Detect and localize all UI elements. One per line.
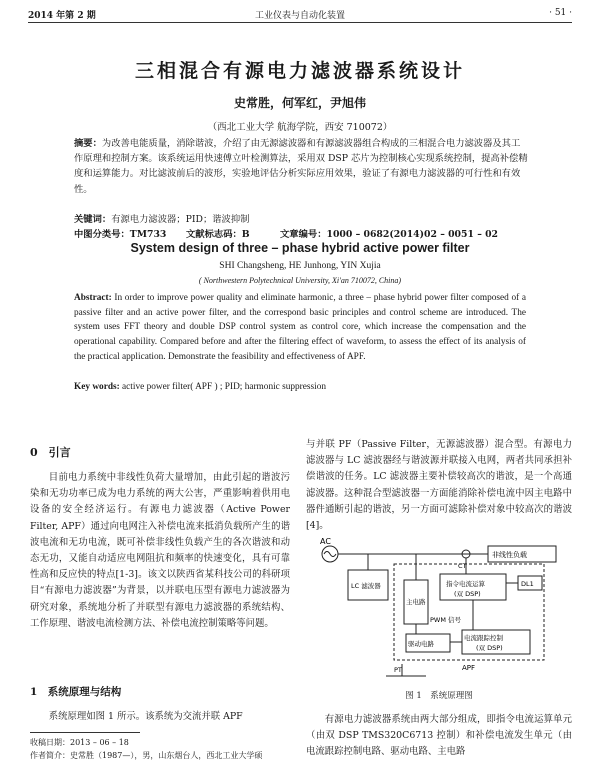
abstract-cn-label: 摘要： (74, 138, 102, 149)
lc-label: LC 滤波器 (351, 582, 381, 590)
footnote-rule (30, 732, 140, 733)
article-number: 文章编号：1000 – 0682(2014)02 – 0051 – 02 (280, 229, 499, 240)
running-header (28, 8, 572, 23)
journal-name: 工业仪表与自动化装置 (254, 11, 345, 21)
keywords-en (74, 382, 326, 392)
keywords-cn-label: 关键词： (74, 214, 112, 225)
control-sub-label: (双 DSP) (476, 644, 503, 652)
right-bottom-paragraph: 有源电力滤波器系统由两大部分组成，即指令电流运算单元（由双 DSP TMS320C6713 控制）和补偿电流发生单元（由电流跟踪控制电路、驱动电路、主电路 (306, 714, 572, 758)
section-0-heading: 0 引言 (30, 446, 71, 459)
footnote-received: 收稿日期：2013 – 06 – 18 (30, 738, 129, 747)
ac-label: AC (320, 537, 331, 546)
drive-label: 驱动电路 (408, 640, 434, 648)
affiliation: （西北工业大学 航海学院，西安 710072） (207, 122, 393, 133)
abstract-en-label: Abstract: (74, 293, 112, 303)
abstract-en-text: In order to improve power quality and eliminate harmonic, a three – phase hybrid power filter composed of a passive filter and an active power filter, and the correspond basic principles and control scheme are introduced. The system uses FFT theory and double DSP control system as control core, which increase the compensation and the operational capability. Compared before and after the filtering effect of waveform, to assess the effect of its analysis of the practical application. Demonstrate the feasibility and effectiveness of APF. (74, 293, 527, 362)
control-label: 电流跟踪控制 (464, 634, 503, 642)
footnote-author: 作者简介：史常胜（1987—），男，山东烟台人，西北工业大学硕 (30, 751, 263, 760)
english-title: System design of three – phase hybrid active power filter (130, 241, 470, 255)
keywords-en-label: Key words: (74, 382, 120, 392)
abstract-cn-text: 为改善电能质量，消除谐波，介绍了由无源滤波器和有源滤波器组合构成的三相混合电力滤波器及其工作原理和控制方案。该系统运用快速傅立叶检测算法，采用双 DSP 芯片为控制核心实现系统控制，提高补偿精度和运算能力。对比滤波前后的波形，实验地评估分析实际应用效果，验证了有源电力滤波器的可行性和有效性。 (74, 138, 528, 195)
load-label: 非线性负载 (492, 551, 527, 559)
abstract-cn (74, 136, 528, 197)
right-column-top (306, 437, 572, 534)
dl1-label: DL1 (521, 580, 534, 588)
right-column-bottom (306, 712, 572, 761)
apf-label: APF (462, 664, 476, 672)
section-1-heading: 1 系统原理与结构 (30, 686, 122, 698)
authors: 史常胜，何军红，尹旭伟 (233, 96, 366, 110)
right-top-paragraph: 与并联 PF（Passive Filter，无源滤波器）混合型。有源电力滤波器与 LC 滤波器经与谐波源并联接入电网，两者共同承担补偿谐波的任务。LC 滤波器主要补偿较高次的谐波，是一个高通滤波器。这种混合型滤波器一方面能消除补偿电流中因主电路中器件通断引起的谐波，另一方面可滤除补偿对象中较高次的谐波[4]。 (306, 439, 572, 532)
ct-label: CT (458, 562, 467, 570)
abstract-en (74, 291, 526, 365)
system-diagram (306, 536, 576, 681)
intro-left-column (30, 470, 290, 632)
figure-caption: 图 1 系统原理图 (405, 691, 473, 701)
command-sub-label: (双 DSP) (454, 590, 481, 598)
page-number: · 51 · (549, 8, 572, 18)
clc-number: 中图分类号：TM733 (74, 229, 167, 240)
issue-label: 2014 年第 2 期 (28, 11, 96, 21)
paper-title: 三相混合有源电力滤波器系统设计 (134, 60, 465, 82)
english-affiliation: ( Northwestern Polytechnical University, Xi'an 710072, China) (198, 276, 402, 285)
main-circuit-label: 主电路 (406, 598, 426, 606)
keywords-en-text: active power filter( APF ) ; PID; harmonic suppression (122, 382, 327, 392)
keywords-cn-text: 有源电力滤波器；PID；谐波抑制 (111, 214, 250, 225)
intro-paragraph: 目前电力系统中非线性负荷大量增加，由此引起的谐波污染和无功功率已成为电力系统的两大公害，严重影响着供用电设备的安全经济运行。有源电力滤波器（Active Power Filter, APF）通过向电网注入补偿电流来抵消负载所产生的谐波电流和无功电流，既可补偿非线性负载产生的各次谐波和动态无功，又能自动适应电网阻抗和频率的快速变化，具有可靠性高和反应快的特点[1-3]。该文以陕西省某科技公司的科研项目“有源电力滤波器”为背景，以并联电压型有源电力滤波器为研究对象，系统地分析了并联型有源电力滤波器的系统结构、工作原理、谐波电流检测方法、补偿电流控制策略等问题。 (30, 472, 290, 629)
pwm-label: PWM 信号 (430, 616, 462, 624)
ac-wave-icon (324, 552, 336, 557)
command-label: 指令电流运算 (446, 580, 485, 588)
english-authors: SHI Changsheng, HE Junhong, YIN Xujia (219, 261, 381, 271)
keywords-cn (74, 211, 249, 225)
section-1-text: 系统原理如图 1 所示。该系统为交流并联 APF (48, 711, 243, 722)
document-code: 文献标志码：B (186, 229, 250, 240)
pt-label: PT (394, 666, 402, 674)
